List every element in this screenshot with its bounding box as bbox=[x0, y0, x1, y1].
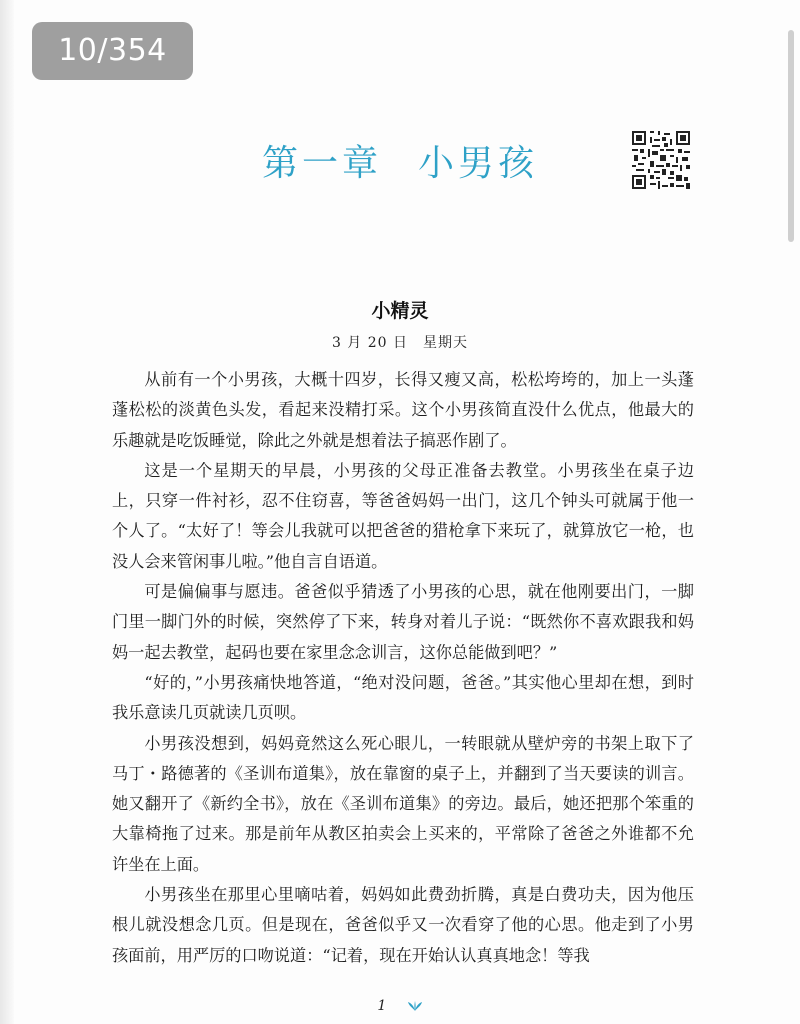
section-title: 小精灵 bbox=[371, 300, 429, 322]
paragraph: 小男孩坐在那里心里嘀咕着，妈妈如此费劲折腾，真是白费功夫，因为他压根儿就没想念几页。但是现在，爸爸似乎又一次看穿了他的心思。他走到了小男孩面前，用严厉的口吻说道：“记着，现在开始认认真真地念！等我 bbox=[112, 885, 694, 965]
paragraph: 可是偏偏事与愿违。爸爸似乎猜透了小男孩的心思，就在他刚要出门，一脚门里一脚门外的时候，突然停了下来，转身对着儿子说：“既然你不喜欢跟我和妈妈一起去教堂，起码也要在家里念念训言，这你总能做到吧？” bbox=[112, 582, 694, 662]
paragraph: “好的，”小男孩痛快地答道，“绝对没问题，爸爸。”其实他心里却在想，到时我乐意读几页就读几页呗。 bbox=[112, 672, 694, 723]
page-counter-badge: 10/354 bbox=[32, 22, 193, 80]
paragraph: 这是一个星期天的早晨，小男孩的父母正准备去教堂。小男孩坐在桌子边上，只穿一件衬衫，忍不住窃喜，等爸爸妈妈一出门，这几个钟头可就属于他一个人了。“太好了！等会儿我就可以把爸爸的猎枪拿下来玩了，就算放它一枪，也没人会来管闲事儿啦。”他自言自语道。 bbox=[112, 460, 694, 571]
chapter-number: 第一章 bbox=[261, 143, 382, 184]
page-number: 1 bbox=[377, 998, 387, 1014]
page-footer bbox=[0, 998, 800, 1014]
qr-code-icon[interactable] bbox=[632, 131, 690, 189]
leaf-ornament-icon bbox=[407, 1000, 423, 1012]
diary-date: 3 月 20 日 星期天 bbox=[331, 335, 469, 351]
chapter-name: 小男孩 bbox=[418, 143, 539, 184]
page-body-text bbox=[112, 365, 694, 971]
paragraph: 从前有一个小男孩，大概十四岁，长得又瘦又高，松松垮垮的，加上一头蓬蓬松松的淡黄色头发，看起来没精打采。这个小男孩简直没什么优点，他最大的乐趣就是吃饭睡觉，除此之外就是想着法子搞恶作剧了。 bbox=[112, 370, 694, 450]
paragraph: 小男孩没想到，妈妈竟然这么死心眼儿，一转眼就从壁炉旁的书架上取下了马丁・路德著的《圣训布道集》，放在靠窗的桌子上，并翻到了当天要读的训言。她又翻开了《新约全书》，放在《圣训布道集》的旁边。最后，她还把那个笨重的大靠椅拖了过来。那是前年从教区拍卖会上买来的，平常除了爸爸之外谁都不允许坐在上面。 bbox=[112, 733, 694, 874]
